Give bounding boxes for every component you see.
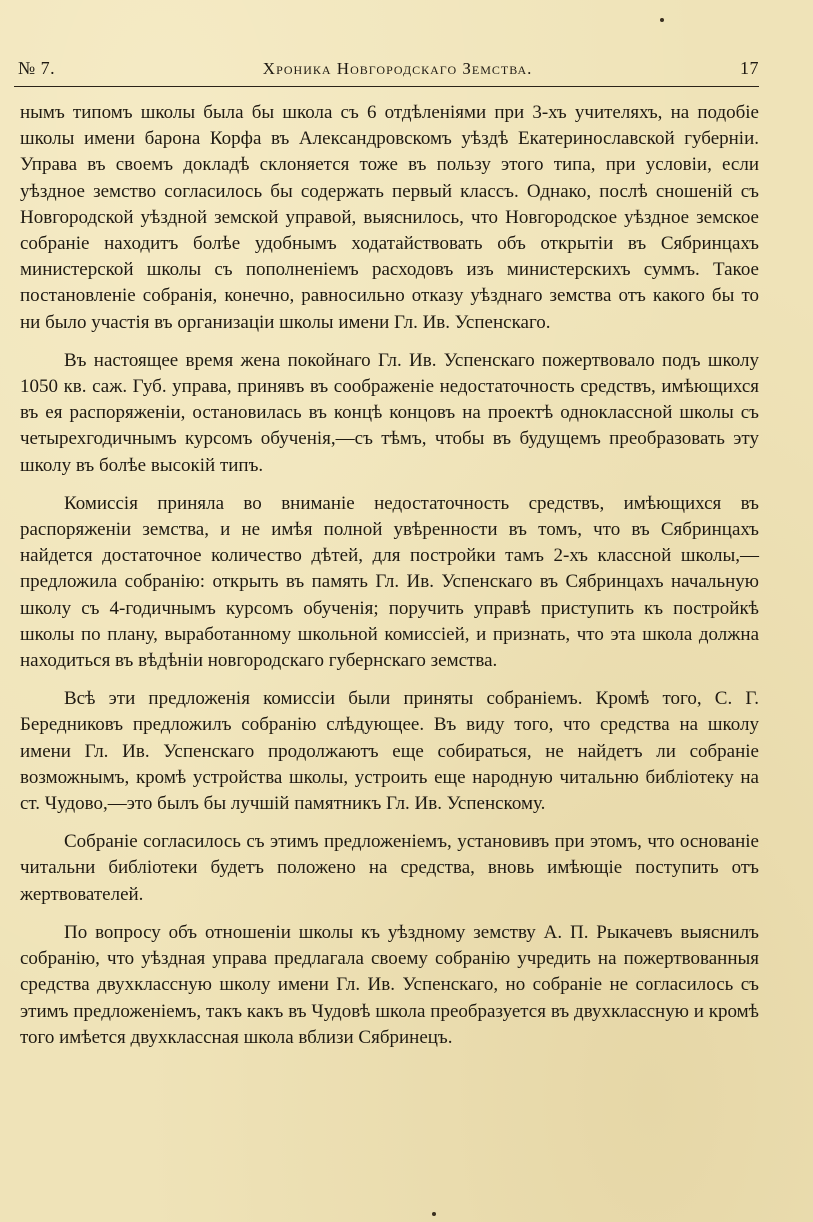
header-rule bbox=[14, 86, 759, 87]
paragraph: Въ настоящее время жена покойнаго Гл. Ив. Успенскаго пожертвовало подъ школу 1050 кв. саж. Губ. управа, принявъ въ соображеніе недостаточность средствъ, имѣющихся въ ея распоряженіи, остановилась въ концѣ концовъ на проектѣ одноклассной школы съ четырехгодичнымъ курсомъ обученія,—съ тѣмъ, чтобы въ будущемъ преобразовать эту школу въ болѣе высокій типъ. bbox=[20, 349, 759, 476]
paper-speck bbox=[660, 18, 664, 22]
issue-number: № 7. bbox=[18, 58, 56, 78]
paragraph: Всѣ эти предложенія комиссіи были приняты собраніемъ. Кромѣ того, С. Г. Бередниковъ предложилъ собранію слѣдующее. Въ виду того, что средства на школу имени Гл. Ив. Успенскаго продолжаютъ еще собираться, не найдетъ ли собраніе возможнымъ, кромѣ устройства школы, устроить еще народную читальню библіотеку на ст. Чудово,—это былъ бы лучшій памятникъ Гл. Ив. Успенскому. bbox=[20, 688, 759, 815]
paragraph: По вопросу объ отношеніи школы къ уѣздному земству А. П. Рыкачевъ выяснилъ собранію, что уѣздная управа предлагала своему собранію учредить на пожертвованныя средства двухклассную школу имени Гл. Ив. Успенскаго, но собраніе не согласилось съ этимъ предложеніемъ, такъ какъ въ Чудовѣ школа преобразуется въ двухклассную и кромѣ того имѣется двухклассная школа вблизи Сябринецъ. bbox=[20, 921, 759, 1048]
paragraph: нымъ типомъ школы была бы школа съ 6 отдѣленіями при 3-хъ учителяхъ, на подобіе школы имени барона Корфа въ Александровскомъ уѣздѣ Екатеринославской губерніи. Управа въ своемъ докладѣ склоняется тоже въ пользу этого типа, при условіи, если уѣздное земство согласилось бы содержать первый классъ. Однако, послѣ сношеній съ Новгородской уѣздной земской управой, выяснилось, что Новгородское уѣздное земское собраніе находитъ болѣе удобнымъ ходатайствовать объ открытіи въ Сябринцахъ министерской школы съ пополненіемъ расходовъ изъ министерскихъ суммъ. Такое постановленіе собранія, конечно, равносильно отказу уѣзднаго земства отъ какого бы то ни было участія въ организаціи школы имени Гл. Ив. Успенскаго. bbox=[20, 102, 759, 333]
body-text bbox=[20, 100, 759, 1063]
paragraph: Собраніе согласилось съ этимъ предложеніемъ, установивъ при этомъ, что основаніе читальни библіотеки будетъ положено на средства, вновь имѣющіе поступить отъ жертвователей. bbox=[20, 831, 759, 905]
running-header bbox=[18, 58, 759, 84]
paragraph: Комиссія приняла во вниманіе недостаточность средствъ, имѣющихся въ распоряженіи земства, и не имѣя полной увѣренности въ томъ, что въ Сябринцахъ найдется достаточное количество дѣтей, для постройки тамъ 2-хъ классной школы,—предложила собранію: открыть въ память Гл. Ив. Успенскаго въ Сябринцахъ начальную школу съ 4-годичнымъ курсомъ обученія; поручить управѣ приступить къ постройкѣ школы по плану, выработанному школьной комиссіей, и признать, что эта школа должна находиться въ вѣдѣніи новгородскаго губернскаго земства. bbox=[20, 492, 759, 672]
journal-title: Хроника Новгородскаго Земства. bbox=[262, 59, 533, 78]
page-number: 17 bbox=[740, 58, 759, 78]
paper-speck bbox=[432, 1212, 436, 1216]
